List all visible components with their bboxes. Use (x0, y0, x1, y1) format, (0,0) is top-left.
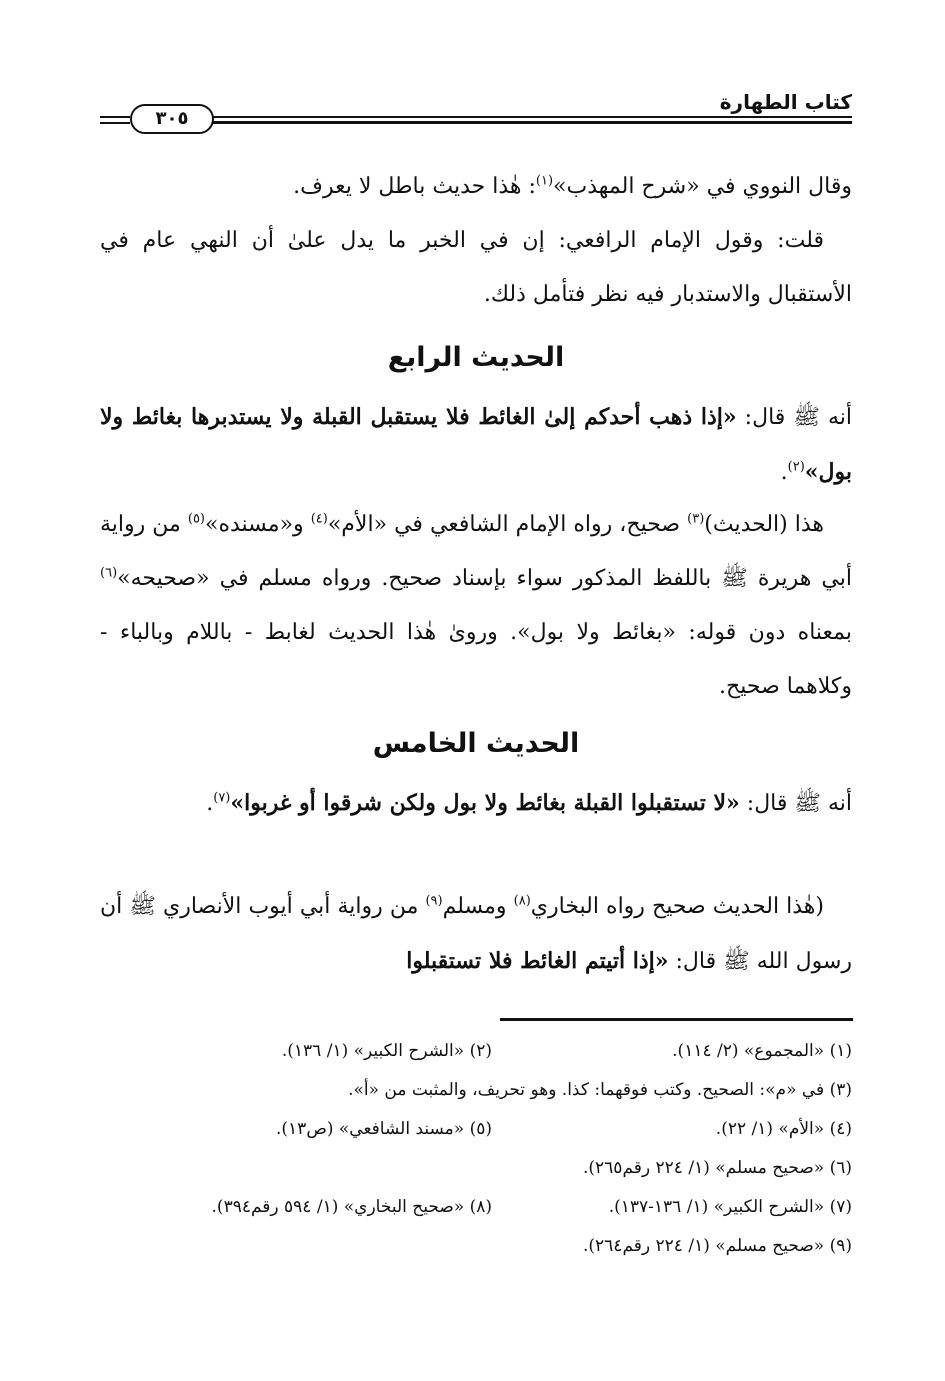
header-rule-bottom (212, 121, 852, 124)
footnote-ref: (٧) (213, 790, 231, 806)
hadith-5: أنه ﷺ قال: «لا تستقبلوا القبلة بغائط ولا بول ولكن شرقوا أو غربوا»$^{(٧)}$. (206, 790, 852, 816)
header-rule-left-top (100, 116, 130, 118)
header-rule-top (212, 116, 852, 118)
footnote-separator (500, 1018, 853, 1021)
footnote-ref: (١) (535, 173, 554, 189)
hadith-text: «لا تستقبلوا القبلة بغائط ولا بول ولكن شرقوا أو غربوا» (230, 790, 740, 816)
footnote-ref: (٢) (787, 459, 805, 475)
paragraph-text: صحيح، رواه الإمام الشافعي في «الأم» (327, 512, 688, 537)
paragraph-text: (هٰذا الحديث صحيح رواه البخاري (530, 894, 824, 919)
footnotes (100, 1032, 852, 1266)
hadith-text: «إذا أتيتم الغائط فلا تستقبلوا (406, 948, 669, 974)
page-header (100, 88, 852, 138)
paragraph-text: وقال النووي في «شرح المهذب» (553, 174, 852, 199)
footnote-ref: (٤) (310, 511, 328, 527)
footnote: (٩) «صحيح مسلم» (١/ ٢٢٤ رقم٢٦٤). (583, 1236, 852, 1256)
footnote-row (100, 1071, 852, 1110)
footnote: (٤) «الأم» (١/ ٢٢). (715, 1119, 852, 1139)
hadith-text: «إذا ذهب أحدكم إلىٰ الغائط فلا يستقبل القبلة ولا يستدبرها بغائط ولا بول» (100, 404, 852, 485)
footnote-row (100, 1149, 852, 1188)
footnote-ref: (٨) (513, 893, 531, 909)
section-heading-4: الحديث الرابع (387, 342, 565, 373)
footnote-ref: (٣) (687, 511, 705, 527)
hadith-intro: أنه ﷺ قال: (739, 791, 852, 816)
footnote: (٣) في «م»: الصحيح. وكتب فوقهما: كذا. وهو تحريف، والمثبت من «أ». (348, 1080, 852, 1100)
footnote-row (100, 1110, 852, 1149)
footnote-ref: (٩) (425, 893, 443, 909)
paragraph-text: : هٰذا حديث باطل لا يعرف. (293, 174, 536, 199)
hadith-4: أنه ﷺ قال: «إذا ذهب أحدكم إلىٰ الغائط فلا يستقبل القبلة ولا يستدبرها بغائط ولا بول»$^{(٢)}$. (100, 404, 852, 485)
hadith-intro: أنه ﷺ قال: (736, 405, 852, 430)
paragraph-text: من رواية أبي أيوب الأنصاري ﷺ أن رسول الله ﷺ قال: (100, 894, 852, 974)
header-rule-left-bottom (100, 122, 130, 124)
section-heading-5: الحديث الخامس (372, 728, 580, 759)
footnote: (٦) «صحيح مسلم» (١/ ٢٢٤ رقم٢٦٥). (583, 1158, 852, 1178)
page-number: ٣٠٥ (130, 104, 214, 134)
commentary-4 (100, 498, 852, 714)
footnote: (٥) «مسند الشافعي» (ص١٣). (276, 1119, 492, 1139)
paragraph-text: بمعناه دون قوله: «بغائط ولا بول». وروىٰ هٰذا الحديث لغابط - باللام وبالباء - وكلاهما صحيح. (100, 620, 852, 699)
footnote: (١) «المجموع» (٢/ ١١٤). (672, 1041, 852, 1061)
paragraph-text: من رواية أبي هريرة ﷺ باللفظ المذكور سواء بإسناد صحيح. ورواه مسلم في «صحيحه» (100, 512, 852, 591)
footnote-row (100, 1188, 852, 1227)
commentary-5 (100, 880, 852, 989)
paragraph-text: هذا (الحديث) (704, 512, 825, 537)
footnote: (٧) «الشرح الكبير» (١/ ١٣٦-١٣٧). (608, 1197, 852, 1217)
footnote-ref: (٦) (100, 565, 118, 581)
paragraph-rafii: قلت: وقول الإمام الرافعي: إن في الخبر ما يدل علىٰ أن النهي عام في الأستقبال والاستدبار فيه نظر فتأمل ذلك. (100, 228, 852, 307)
paragraph-text: ومسلم (442, 894, 514, 919)
footnote-row (100, 1032, 852, 1071)
footnote-ref: (٥) (187, 511, 205, 527)
book-title: كتاب الطهارة (719, 90, 852, 114)
paragraph-text: و«مسنده» (205, 512, 311, 537)
footnote-row (100, 1227, 852, 1266)
paragraph-nawawi (100, 160, 852, 214)
footnote: (٨) «صحيح البخاري» (١/ ٥٩٤ رقم٣٩٤). (211, 1197, 492, 1217)
footnote: (٢) «الشرح الكبير» (١/ ١٣٦). (281, 1041, 492, 1061)
